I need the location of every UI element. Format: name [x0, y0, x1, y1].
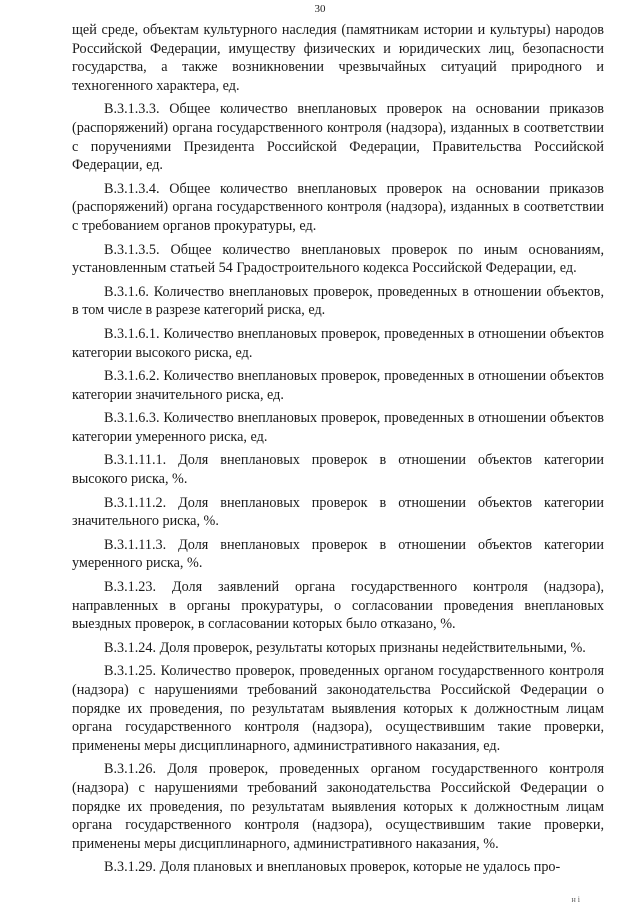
paragraph: В.3.1.6.3. Количество внеплановых проверок, проведенных в отношении объектов категории умеренного риска, ед.: [72, 410, 604, 445]
paragraph: В.3.1.11.2. Доля внеплановых проверок в отношении объектов категории значительного риска, %.: [72, 494, 604, 530]
paragraph: В.3.1.6. Количество внеплановых проверок, проведенных в отношении объектов, в том числе в разрезе категорий риска, ед.: [72, 283, 604, 319]
paragraph: В.3.1.11.1. Доля внеплановых проверок в отношении объектов категории высокого риска, %.: [72, 452, 604, 488]
paragraph: В.3.1.6.2. Количество внеплановых проверок, проведенных в отношении объектов категории значительного риска, ед.: [72, 368, 604, 403]
paragraph: В.3.1.29. Доля плановых и внеплановых проверок, которые не удалось про-: [104, 859, 561, 876]
paragraph: В.3.1.24. Доля проверок, результаты которых признаны недействительными, %.: [104, 639, 586, 656]
corner-mark: н і: [571, 895, 580, 904]
paragraph: В.3.1.23. Доля заявлений органа государственного контроля (надзора), направленных в органы прокуратуры, о согласовании проведения внеплановых выездных проверок, в согласовании которых было отказано, %.: [72, 579, 604, 633]
page-number: 30: [314, 3, 326, 15]
paragraph: В.3.1.3.5. Общее количество внеплановых проверок по иным основаниям, установленным статьей 54 Градостроительного кодекса Российской Федерации, ед.: [72, 241, 604, 277]
body-text: [72, 21, 604, 882]
paragraph: В.3.1.6.1. Количество внеплановых проверок, проведенных в отношении объектов категории высокого риска, ед.: [72, 325, 604, 361]
paragraph: щей среде, объектам культурного наследия (памятникам истории и культуры) народов Российской Федерации, имуществу физических и юридических лиц, безопасности государства, а также возникновении чрезвычайных ситуаций природного и техногенного характера, ед.: [72, 22, 604, 94]
paragraph: В.3.1.3.4. Общее количество внеплановых проверок на основании приказов (распоряжений) органа государственного контроля (надзора), изданных в соответствии с требованием органов прокуратуры, ед.: [72, 180, 604, 234]
paragraph: В.3.1.26. Доля проверок, проведенных органом государственного контроля (надзора) с нарушениями требований законодательства Российской Федерации о порядке их проведения, по результатам выявления которых к должностным лицам органа государственного контроля (надзора), осуществившим такие проверки, применены меры дисциплинарного, административного наказания, %.: [72, 761, 604, 852]
paragraph: В.3.1.3.3. Общее количество внеплановых проверок на основании приказов (распоряжений) органа государственного контроля (надзора), изданных в соответствии с поручениями Президента Российской Федерации, Правительства Российской Федерации, ед.: [72, 101, 604, 174]
paragraph: В.3.1.25. Количество проверок, проведенных органом государственного контроля (надзора) с нарушениями требований законодательства Российской Федерации о порядке их проведения, по результатам выявления которых к должностным лицам органа государственного контроля (надзора), осуществившим такие проверки, применены меры дисциплинарного, административного наказания, ед.: [72, 663, 604, 754]
paragraph: В.3.1.11.3. Доля внеплановых проверок в отношении объектов категории умеренного риска, %.: [72, 536, 604, 572]
